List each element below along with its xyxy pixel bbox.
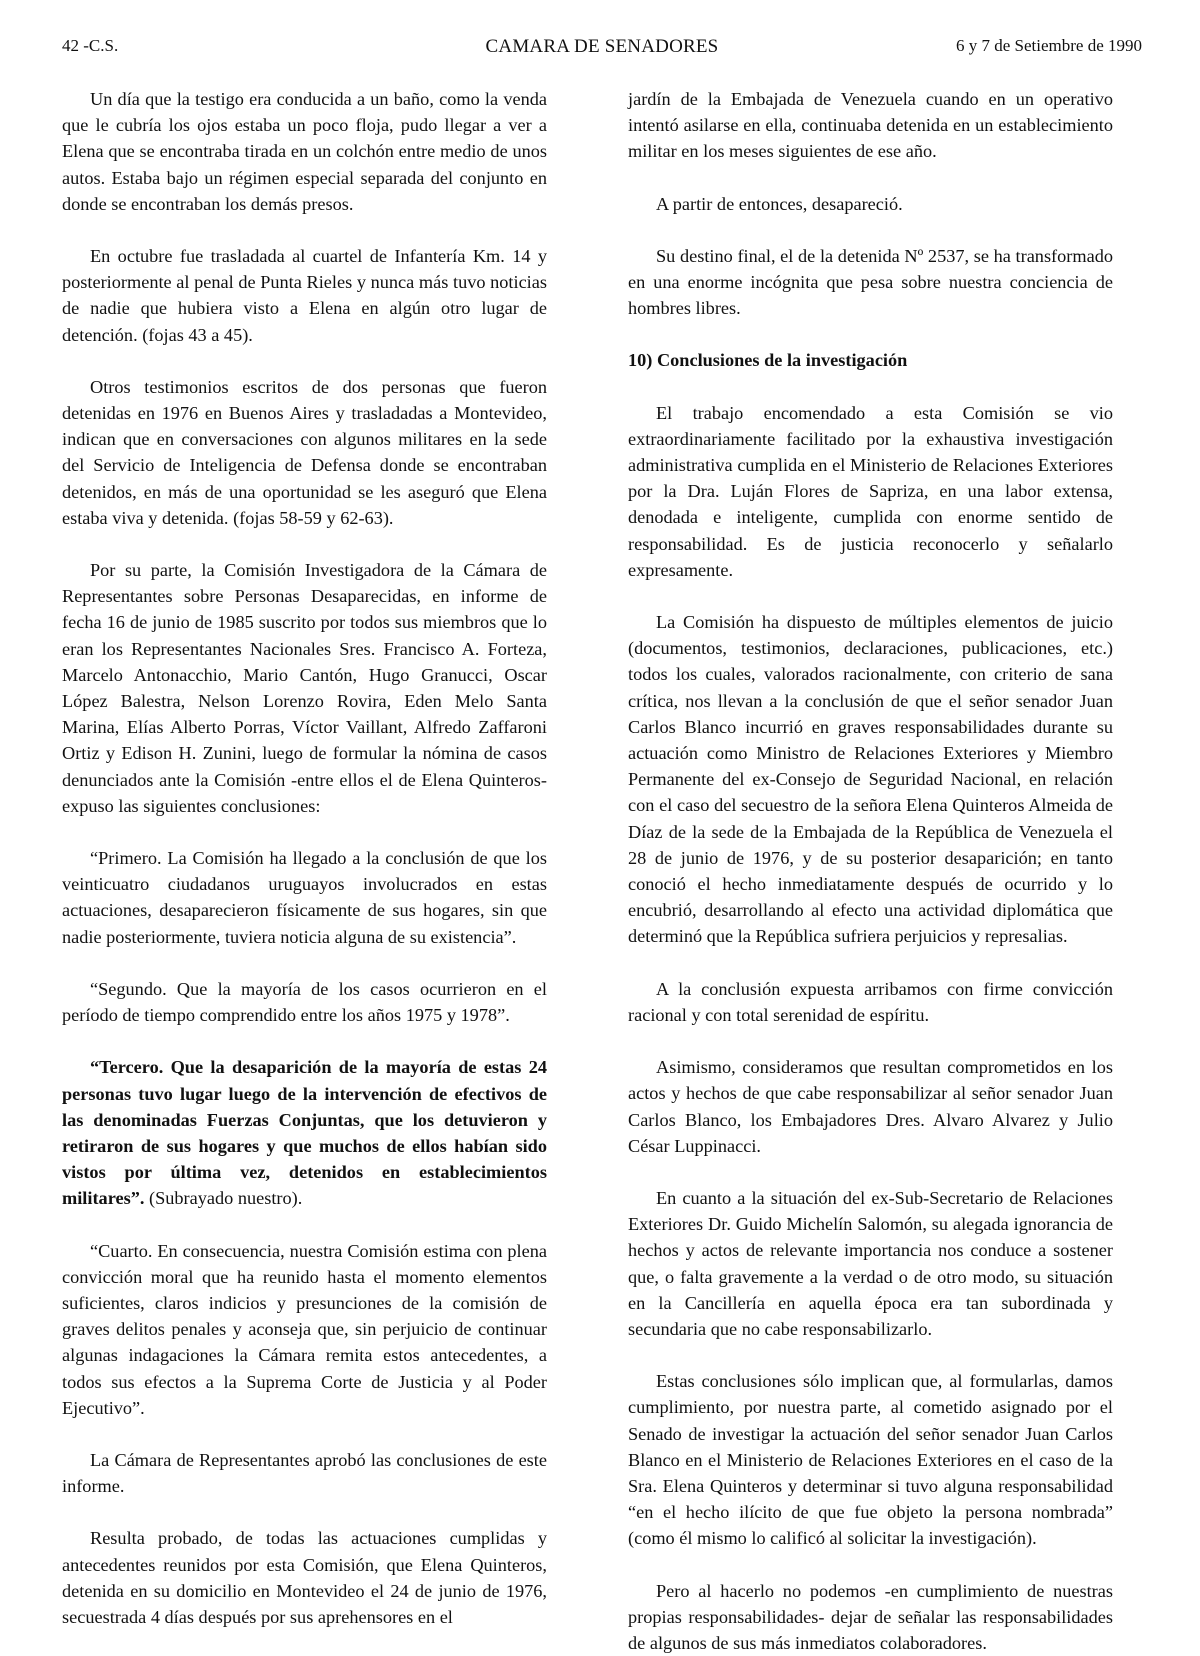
publication-title: CAMARA DE SENADORES <box>485 36 719 57</box>
right-column <box>628 86 1113 1656</box>
paragraph: Asimismo, consideramos que resultan comprometidos en los actos y hechos de que cabe responsabilizar al señor senador Juan Carlos Blanco, los Embajadores Dres. Alvaro Alvarez y Julio César Luppinacci. <box>628 1057 1113 1156</box>
quote-paragraph: “Cuarto. En consecuencia, nuestra Comisión estima con plena convicción moral que ha reunido hasta el momento elementos suficientes, claros indicios y presunciones de la comisión de graves delitos penales y aconseja que, sin perjuicio de continuar algunas indagaciones la Cámara remita estos antecedentes, a todos sus efectos a la Suprema Corte de Justicia y al Poder Ejecutivo”. <box>62 1240 547 1418</box>
quote-paragraph: “Segundo. Que la mayoría de los casos ocurrieron en el período de tiempo comprendido entre los años 1975 y 1978”. <box>62 978 547 1026</box>
paragraph: Otros testimonios escritos de dos personas que fueron detenidas en 1976 en Buenos Aires y trasladadas a Montevideo, indican que en conversaciones con algunos militares en la sede del Servicio de Inteligencia de Defensa donde se encontraban detenidos, en más de una oportunidad se les aseguró que Elena estaba viva y detenida. (fojas 58-59 y 62-63). <box>62 376 547 528</box>
paragraph: La Cámara de Representantes aprobó las conclusiones de este informe. <box>62 1449 547 1497</box>
paragraph: Su destino final, el de la detenida Nº 2537, se ha transformado en una enorme incógnita que pesa sobre nuestra conciencia de hombres libres. <box>628 245 1113 319</box>
paragraph: La Comisión ha dispuesto de múltiples elementos de juicio (documentos, testimonios, declaraciones, publicaciones, etc.) todos los cuales, valorados racionalmente, con criterio de sana crítica, nos llevan a la conclusión de que el señor senador Juan Carlos Blanco incurrió en graves responsabilidades durante su actuación como Ministro de Relaciones Exteriores y Miembro Permanente del ex-Consejo de Seguridad Nacional, en relación con el caso del secuestro de la señora Elena Quinteros Almeida de Díaz de la sede de la Embajada de la República de Venezuela el 28 de junio de 1976, y de su posterior desaparición; en tanto conoció el hecho inmediatamente después de ocurrido y lo encubrió, desarrollando al efecto una actividad diplomática que determinó que la República sufriera perjuicios y represalias. <box>628 612 1113 947</box>
paragraph: Por su parte, la Comisión Investigadora de la Cámara de Representantes sobre Personas Desaparecidas, en informe de fecha 16 de junio de 1985 suscrito por todos sus miembros que lo eran los Representantes Nacionales Sres. Francisco A. Forteza, Marcelo Antonacchio, Mario Cantón, Hugo Granucci, Oscar López Balestra, Nelson Lorenzo Rovira, Eden Melo Santa Marina, Elías Alberto Porras, Víctor Vaillant, Alfredo Zaffaroni Ortiz y Edison H. Zunini, luego de formular la nómina de casos denunciados ante la Comisión -entre ellos el de Elena Quinteros- expuso las siguientes conclusiones: <box>62 560 547 816</box>
paragraph: Resulta probado, de todas las actuaciones cumplidas y antecedentes reunidos por esta Comisión, que Elena Quinteros, detenida en su domicilio en Montevideo el 24 de junio de 1976, secuestrada 4 días después por sus aprehensores en el <box>62 1528 547 1627</box>
paragraph: En cuanto a la situación del ex-Sub-Secretario de Relaciones Exteriores Dr. Guido Michelín Salomón, su alegada ignorancia de hechos y actos de relevante importancia nos conduce a sostener que, o falta gravemente a la verdad o de otro modo, su situación en la Cancillería en aquella época era tan subordinada y secundaria que no cabe responsabilizarlo. <box>628 1187 1113 1339</box>
bold-quote: “Tercero. Que la desaparición de la mayoría de estas 24 personas tuvo lugar luego de la intervención de efectivos de las denominadas Fuerzas Conjuntas, que los detuvieron y retiraron de sus hogares y que muchos de ellos habían sido vistos por última vez, detenidos en establecimientos militares”. <box>62 1057 547 1209</box>
paragraph: A la conclusión expuesta arribamos con firme convicción racional y con total serenidad de espíritu. <box>628 978 1113 1025</box>
paragraph: Estas conclusiones sólo implican que, al formularlas, damos cumplimiento, por nuestra parte, al cometido asignado por el Senado de investigar la actuación del señor senador Juan Carlos Blanco en el Ministerio de Relaciones Exteriores en el caso de la Sra. Elena Quinteros y determinar si tuvo alguna responsabilidad “en el hecho ilícito de que fue objeto la persona nombrada” (como él mismo lo calificó al solicitar la investigación). <box>628 1371 1113 1549</box>
paragraph: En octubre fue trasladada al cuartel de Infantería Km. 14 y posteriormente al penal de Punta Rieles y nunca más tuvo noticias de nadie que hubiera visto a Elena en algún otro lugar de detención. (fojas 43 a 45). <box>62 246 547 345</box>
quote-note: (Subrayado nuestro). <box>144 1188 303 1209</box>
paragraph: A partir de entonces, desapareció. <box>656 193 903 214</box>
section-heading: 10) Conclusiones de la investigación <box>628 350 908 371</box>
session-date: 6 y 7 de Setiembre de 1990 <box>955 36 1142 55</box>
paragraph: El trabajo encomendado a esta Comisión se vio extraordinariamente facilitado por la exhaustiva investigación administrativa cumplida en el Ministerio de Relaciones Exteriores por la Dra. Luján Flores de Sapriza, en una labor extensa, denodada e inteligente, cumplida con enorme sentido de responsabilidad. Es de justicia reconocerlo y señalarlo expresamente. <box>628 402 1113 580</box>
quote-paragraph-bold <box>62 1054 547 1211</box>
paragraph: jardín de la Embajada de Venezuela cuando en un operativo intentó asilarse en ella, continuaba detenida en un establecimiento militar en los meses siguientes de ese año. <box>628 89 1113 162</box>
page-header <box>62 32 1142 60</box>
paragraph: Un día que la testigo era conducida a un baño, como la venda que le cubría los ojos estaba un poco floja, pudo llegar a ver a Elena que se encontraba tirada en un colchón entre medio de unos autos. Estaba bajo un régimen especial separada del conjunto en donde se encontraban los demás presos. <box>62 89 547 214</box>
quote-paragraph: “Primero. La Comisión ha llegado a la conclusión de que los veinticuatro ciudadanos uruguayos involucrados en estas actuaciones, desaparecieron físicamente de sus hogares, sin que nadie posteriormente, tuviera noticia alguna de su existencia”. <box>62 848 547 947</box>
left-column <box>62 86 547 1630</box>
paragraph: Pero al hacerlo no podemos -en cumplimiento de nuestras propias responsabilidades- dejar de señalar las responsabilidades de algunos de sus más inmediatos colaboradores. <box>628 1580 1113 1653</box>
page-number: 42 -C.S. <box>62 36 119 55</box>
